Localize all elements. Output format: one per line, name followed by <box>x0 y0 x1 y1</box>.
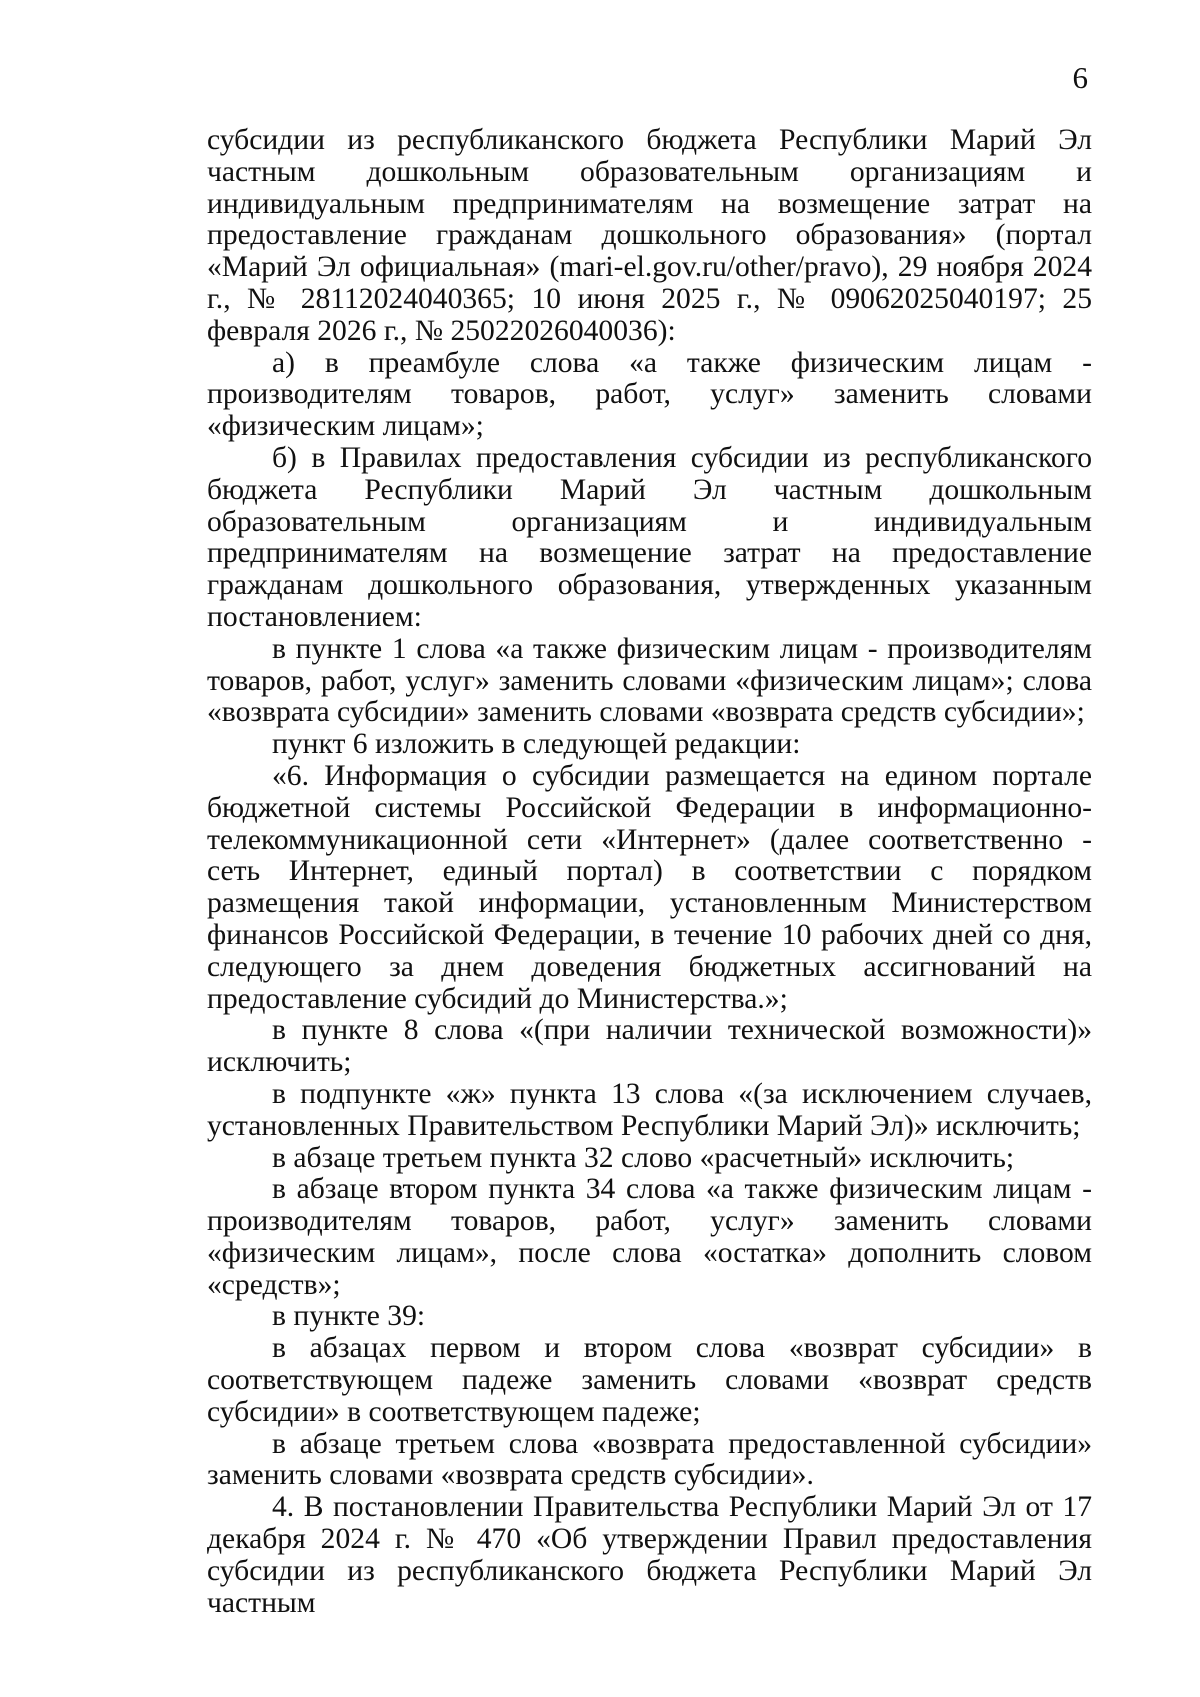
paragraph: в подпункте «ж» пункта 13 слова «(за исключением случаев, установленных Правительством Республики Марий Эл)» исключить; <box>207 1077 1092 1142</box>
paragraph: пункт 6 изложить в следующей редакции: <box>272 728 801 761</box>
paragraph: в абзаце втором пункта 34 слова «а также физическим лицам - производителям товаров, работ, услуг» заменить словами «физическим лицам», после слова «остатка» дополнить словом «средств»; <box>207 1173 1092 1301</box>
paragraph: «6. Информация о субсидии размещается на едином портале бюджетной системы Российской Федерации в информационно-телекоммуникационной сети «Интернет» (далее соответственно - сеть Интернет, единый портал) в соответствии с порядком размещения такой информации, установленным Министерством финансов Российской Федерации, в течение 10 рабочих дней со дня, следующего за днем доведения бюджетных ассигнований на предоставление субсидий до Министерства.»; <box>207 759 1092 1015</box>
paragraph: в абзацах первом и втором слова «возврат субсидии» в соответствующем падеже заменить словами «возврат средств субсидии» в соответствующем падеже; <box>207 1332 1092 1428</box>
document-body <box>207 125 1092 1619</box>
paragraph: в абзаце третьем пункта 32 слово «расчетный» исключить; <box>272 1141 1015 1174</box>
page-number: 6 <box>1072 60 1088 95</box>
paragraph: а) в преамбуле слова «а также физическим лицам - производителям товаров, работ, услуг» заменить словами «физическим лицам»; <box>207 346 1092 443</box>
paragraph: в пункте 1 слова «а также физическим лицам - производителям товаров, работ, услуг» заменить словами «физическим лицам»; слова «возврата субсидии» заменить словами «возврата средств субсидии»; <box>207 632 1092 729</box>
paragraph: в пункте 8 слова «(при наличии технической возможности)» исключить; <box>207 1014 1092 1079</box>
paragraph: б) в Правилах предоставления субсидии из республиканского бюджета Республики Марий Эл частным дошкольным образовательным организациям и индивидуальным предпринимателям на возмещение затрат на предоставление гражданам дошкольного образования, утвержденных указанным постановлением: <box>207 441 1092 633</box>
paragraph: в пункте 39: <box>272 1300 426 1333</box>
paragraph: субсидии из республиканского бюджета Республики Марий Эл частным дошкольным образовательным организациям и индивидуальным предпринимателям на возмещение затрат на предоставление гражданам дошкольного образования» (портал «Марий Эл официальная» (mari-el.gov.ru/other/pravo), 29 ноября 2024 г., № 28112024040365; 10 июня 2025 г., № 09062025040197; 25 февраля 2026 г., № 25022026040036): <box>207 124 1092 347</box>
paragraph: 4. В постановлении Правительства Республики Марий Эл от 17 декабря 2024 г. № 470 «Об утверждении Правил предоставления субсидии из республиканского бюджета Республики Марий Эл частным <box>207 1491 1092 1619</box>
paragraph: в абзаце третьем слова «возврата предоставленной субсидии» заменить словами «возврата средств субсидии». <box>207 1427 1092 1492</box>
